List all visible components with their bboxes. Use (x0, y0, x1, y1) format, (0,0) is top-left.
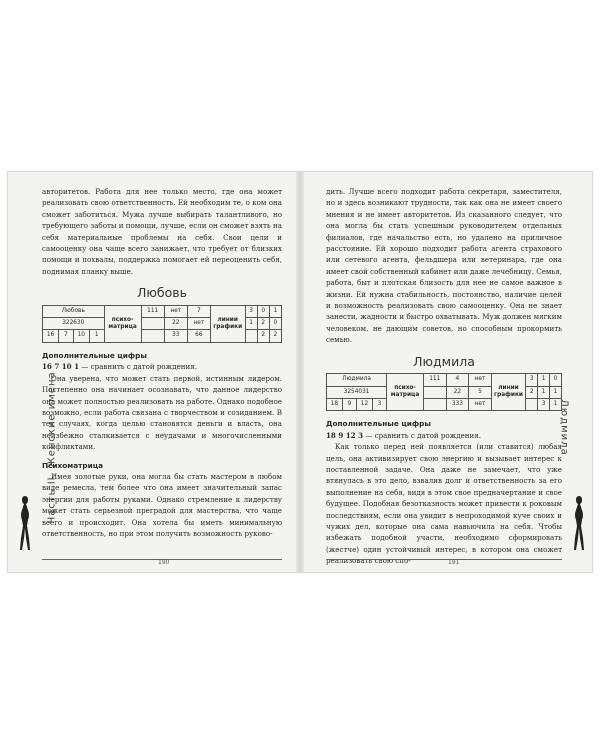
table-cell: 1 (550, 398, 562, 410)
table-cell (526, 398, 538, 410)
left-paragraph-2: Она уверена, что может стать первой, истинным лидером. Постепенно она начинает осознавать, что данное лидерство она может полностью реализовать на работе. Однако подобное возможно, если работа связана с творчеством и созиданием. В тех случаях, когда целью становятся деньги и власть, она неизбежно сталкивается с неудачами и многочисленными конфликтами. (42, 373, 282, 452)
table-cell: 1 (550, 386, 562, 398)
table-cell: 22 (446, 386, 469, 398)
right-intro-paragraph: дить. Лучше всего подходит работа секретаря, заместителя, но и здесь возникают трудности, так как она не имеет своего мнения и не имеет авторитетов. Из сказанного следует, что она могла бы стать успешным руководителем отдельных филиалов, где начальство есть, но удалено на приличное расстояние. Ей хорошо подходит работа агента страхового или сетевого агента, фельдшера или ветеринара, где она имеет свой собственный кабинет или даже лечебницу. Семья, работа, быт и плотская близость для нее не самое важное в жизни. Ей нужна стабильность, постоянство, наличие целей и возможность реализовать свою самооценку. Она не знает занести, жадности и быстро охватывать. Муж должен мягким человеком, не дающим советов, но способным прокормить семью. (326, 187, 562, 345)
table-name: Людмила (327, 374, 387, 386)
table-cell: 3 (245, 305, 257, 317)
table-cell: 1 (245, 318, 257, 330)
additional-text: — сравнить с датой рождения. (79, 362, 197, 372)
table-cell: 66 (187, 330, 210, 342)
table-cell: нет (187, 318, 210, 330)
right-page (326, 186, 562, 567)
book-gutter (296, 172, 304, 572)
table-cell: 0 (550, 374, 562, 386)
table-cell: 3 (538, 398, 550, 410)
table-psy-label: психо-матрица (387, 374, 424, 411)
table-digit: 16 (43, 330, 59, 342)
table-cell: 33 (164, 330, 187, 342)
table-cell: 111 (141, 305, 164, 317)
left-running-header: Часть II. Женские имена (46, 371, 58, 524)
table-cell: нет (469, 398, 492, 410)
table-digit: 9 (342, 398, 356, 410)
section-title-lyubov: Любовь (136, 285, 187, 301)
table-cell: 111 (423, 374, 446, 386)
calc-table-lyudmila (326, 373, 562, 411)
table-digit: 1 (89, 330, 104, 342)
table-cell: 2 (257, 318, 269, 330)
right-paragraph-2: Как только перед ней появляется (или ставится) любая цель, она активизирует свою энергию и вызывает интерес к поставленной задаче. Она даже не замечает, что уже втянулась в это дело, взвалив долг и ответственность за его выполнение на себя, видя в этом свое предначертание и свое будущее. Подобная безотказность может привести к роковым последствиям, если она увидит в непроходимой куче своих и чужих дел, которые она сама навьючила на себя. Чтобы избежать подобной участи, необходимо сформировать (жестче) один устойчивый интерес, в котором она сможет реализовать свою спо- (326, 442, 562, 566)
table-cell (423, 398, 446, 410)
book-spread (8, 172, 592, 572)
table-cell: 2 (257, 330, 269, 342)
left-intro-paragraph: авторитетов. Работа для нее только место, где она может реализовать свою ответственность. Ей необходим те, о ком она сможет заботиться. Мужа лучше выбирать талантливого, но требующего заботы и помощи, лучше, если он сможет взять на себя материальные проблемы на себя. Свои цели и самооценку она чаще всего занижает, что требует от близких помощи и похвалы, поддержка помогает ей переоценить себя, поднимая планку выше. (42, 187, 282, 276)
table-digit: 10 (73, 330, 89, 342)
table-digit: 3 (372, 398, 386, 410)
table-cell: 7 (187, 305, 210, 317)
table-cell: 3 (526, 374, 538, 386)
right-footer-rule (326, 559, 562, 560)
additional-text: — сравнить с датой рождения. (363, 430, 481, 440)
table-cell: 0 (269, 318, 281, 330)
left-page (42, 186, 282, 539)
table-cell: 1 (538, 386, 550, 398)
table-digit: 7 (59, 330, 74, 342)
table-cell: 333 (446, 398, 469, 410)
table-cell (423, 386, 446, 398)
calc-table-lyubov (42, 305, 282, 343)
table-name: Любовь (43, 305, 105, 317)
woman-silhouette-icon (572, 494, 586, 552)
section-title-lyudmila: Людмила (413, 353, 475, 369)
table-digit: 18 (327, 398, 343, 410)
table-cell: 2 (526, 386, 538, 398)
table-cell: 22 (164, 318, 187, 330)
table-cell: нет (469, 374, 492, 386)
left-page-number: 190 (158, 559, 170, 566)
table-cell: 1 (269, 305, 281, 317)
table-code: 3254031 (327, 386, 387, 398)
left-paragraph-3: Имея золотые руки, она могла бы стать мастером в любом виде ремесла, тем более что она имеет значительный запас энергии для работы руками. Однако стремление к лидерству может стать серьезной преградой для мастерства, что чаще всего и происходит. Она хотела бы иметь минимальную ответственность, но при этом получить возможность руково- (42, 471, 282, 538)
table-cell: нет (164, 305, 187, 317)
additional-digits-line (42, 361, 282, 372)
table-cell: 0 (257, 305, 269, 317)
subhead-psychomatrix: Психоматрица (42, 460, 104, 470)
table-cell: 1 (538, 374, 550, 386)
table-psy-label: психо-матрица (104, 305, 141, 342)
table-code: 322630 (43, 318, 105, 330)
subhead-additional: Дополнительные цифры (326, 419, 431, 429)
table-cell (141, 330, 164, 342)
table-cell (245, 330, 257, 342)
additional-digits: 18 9 12 3 (326, 430, 364, 440)
additional-digits: 16 7 10 1 (42, 362, 80, 372)
table-cell (141, 318, 164, 330)
table-lines-label: линии графики (210, 305, 245, 342)
table-cell: 2 (269, 330, 281, 342)
woman-silhouette-icon (18, 494, 32, 552)
table-lines-label: линии графики (491, 374, 526, 411)
subhead-additional: Дополнительные цифры (42, 350, 147, 360)
table-digit: 12 (357, 398, 373, 410)
right-page-number: 191 (448, 559, 460, 566)
table-cell: 4 (446, 374, 469, 386)
additional-digits-line (326, 430, 562, 441)
right-running-header: Людмила (558, 399, 570, 456)
table-cell: 5 (469, 386, 492, 398)
